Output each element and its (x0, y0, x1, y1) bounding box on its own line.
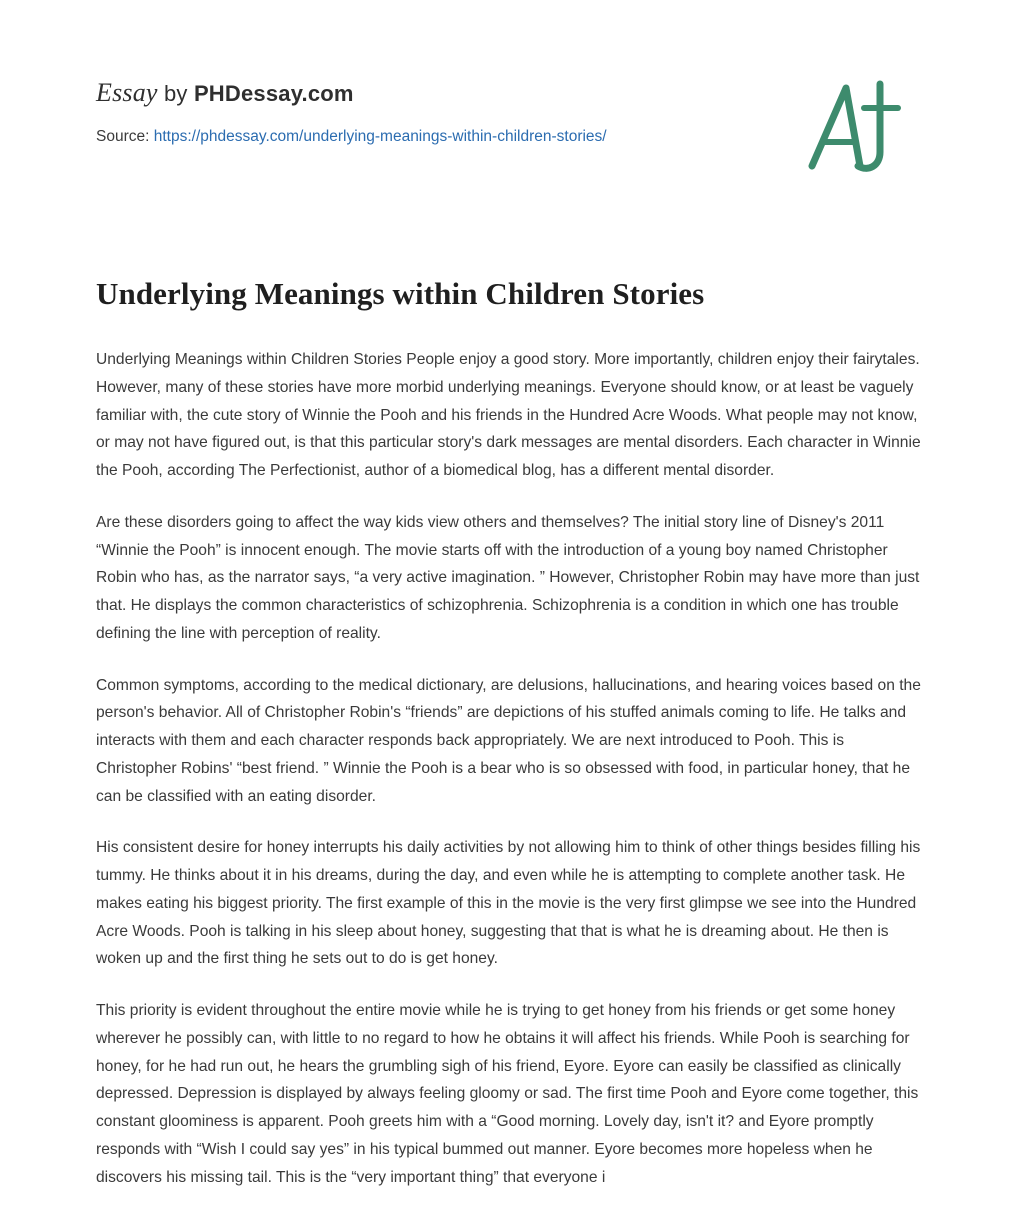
paragraph: His consistent desire for honey interrupts his daily activities by not allowing him to think of other things besides filling his tummy. He thinks about it in his dreams, during the day, and even while he is attempting to complete another task. He makes eating his biggest priority. The first example of this in the movie is the very first glimpse we see into the Hundred Acre Woods. Pooh is talking in his sleep about honey, suggesting that that is what he is dreaming about. He then is woken up and the first thing he sets out to do is get honey. (96, 839, 921, 968)
document-body (96, 346, 928, 1191)
paragraph: This priority is evident throughout the entire movie while he is trying to get honey from his friends or get some honey wherever he possibly can, with little to no regard to how he obtains it will affect his friends. While Pooh is searching for honey, for he had run out, he hears the grumbling sigh of his friend, Eyore. Eyore can easily be classified as clinically depressed. Depression is displayed by always feeling gloomy or sad. The first time Pooh and Eyore come together, this constant gloominess is apparent. Pooh greets him with a “Good morning. Lovely day, isn't it? and Eyore promptly responds with “Wish I could say yes” in his typical bummed out manner. Eyore becomes more hopeless when he discovers his missing tail. This is the “very important thing” that everyone i (96, 1002, 919, 1186)
document-header (96, 60, 928, 180)
source-label: Source: (96, 128, 154, 145)
aj-monogram-logo-icon (794, 74, 914, 184)
brand-by-word: by (157, 81, 194, 106)
page-title: Underlying Meanings within Children Stories (96, 276, 705, 311)
paragraph: Underlying Meanings within Children Stories People enjoy a good story. More importantly, children enjoy their fairytales. However, many of these stories have more morbid underlying meanings. Everyone should know, or at least be vaguely familiar with, the cute story of Winnie the Pooh and his friends in the Hundred Acre Woods. What people may not know, or may not have figured out, is that this particular story's dark messages are mental disorders. Each character in Winnie the Pooh, according The Perfectionist, author of a biomedical blog, has a different mental disorder. (96, 351, 921, 479)
brand-essay-word: Essay (96, 78, 158, 107)
paragraph: Are these disorders going to affect the way kids view others and themselves? The initial story line of Disney's 2011 “Winnie the Pooh” is innocent enough. The movie starts off with the introduction of a young boy named Christopher Robin who has, as the narrator says, “a very active imagination. ” However, Christopher Robin may have more than just that. He displays the common characteristics of schizophrenia. Schizophrenia is a condition in which one has trouble defining the line with perception of reality. (96, 513, 920, 642)
paragraph: Common symptoms, according to the medical dictionary, are delusions, hallucinations, and hearing voices based on the person's behavior. All of Christopher Robin's “friends” are depictions of his stuffed animals coming to life. He talks and interacts with them and each character responds back appropriately. We are next introduced to Pooh. This is Christopher Robins' “best friend. ” Winnie the Pooh is a bear who is so obsessed with food, in particular honey, that he can be classified with an eating disorder. (96, 676, 921, 805)
brand-site-name: PHDessay.com (193, 81, 354, 106)
source-url-link[interactable]: https://phdessay.com/underlying-meanings-within-children-stories/ (153, 128, 607, 145)
